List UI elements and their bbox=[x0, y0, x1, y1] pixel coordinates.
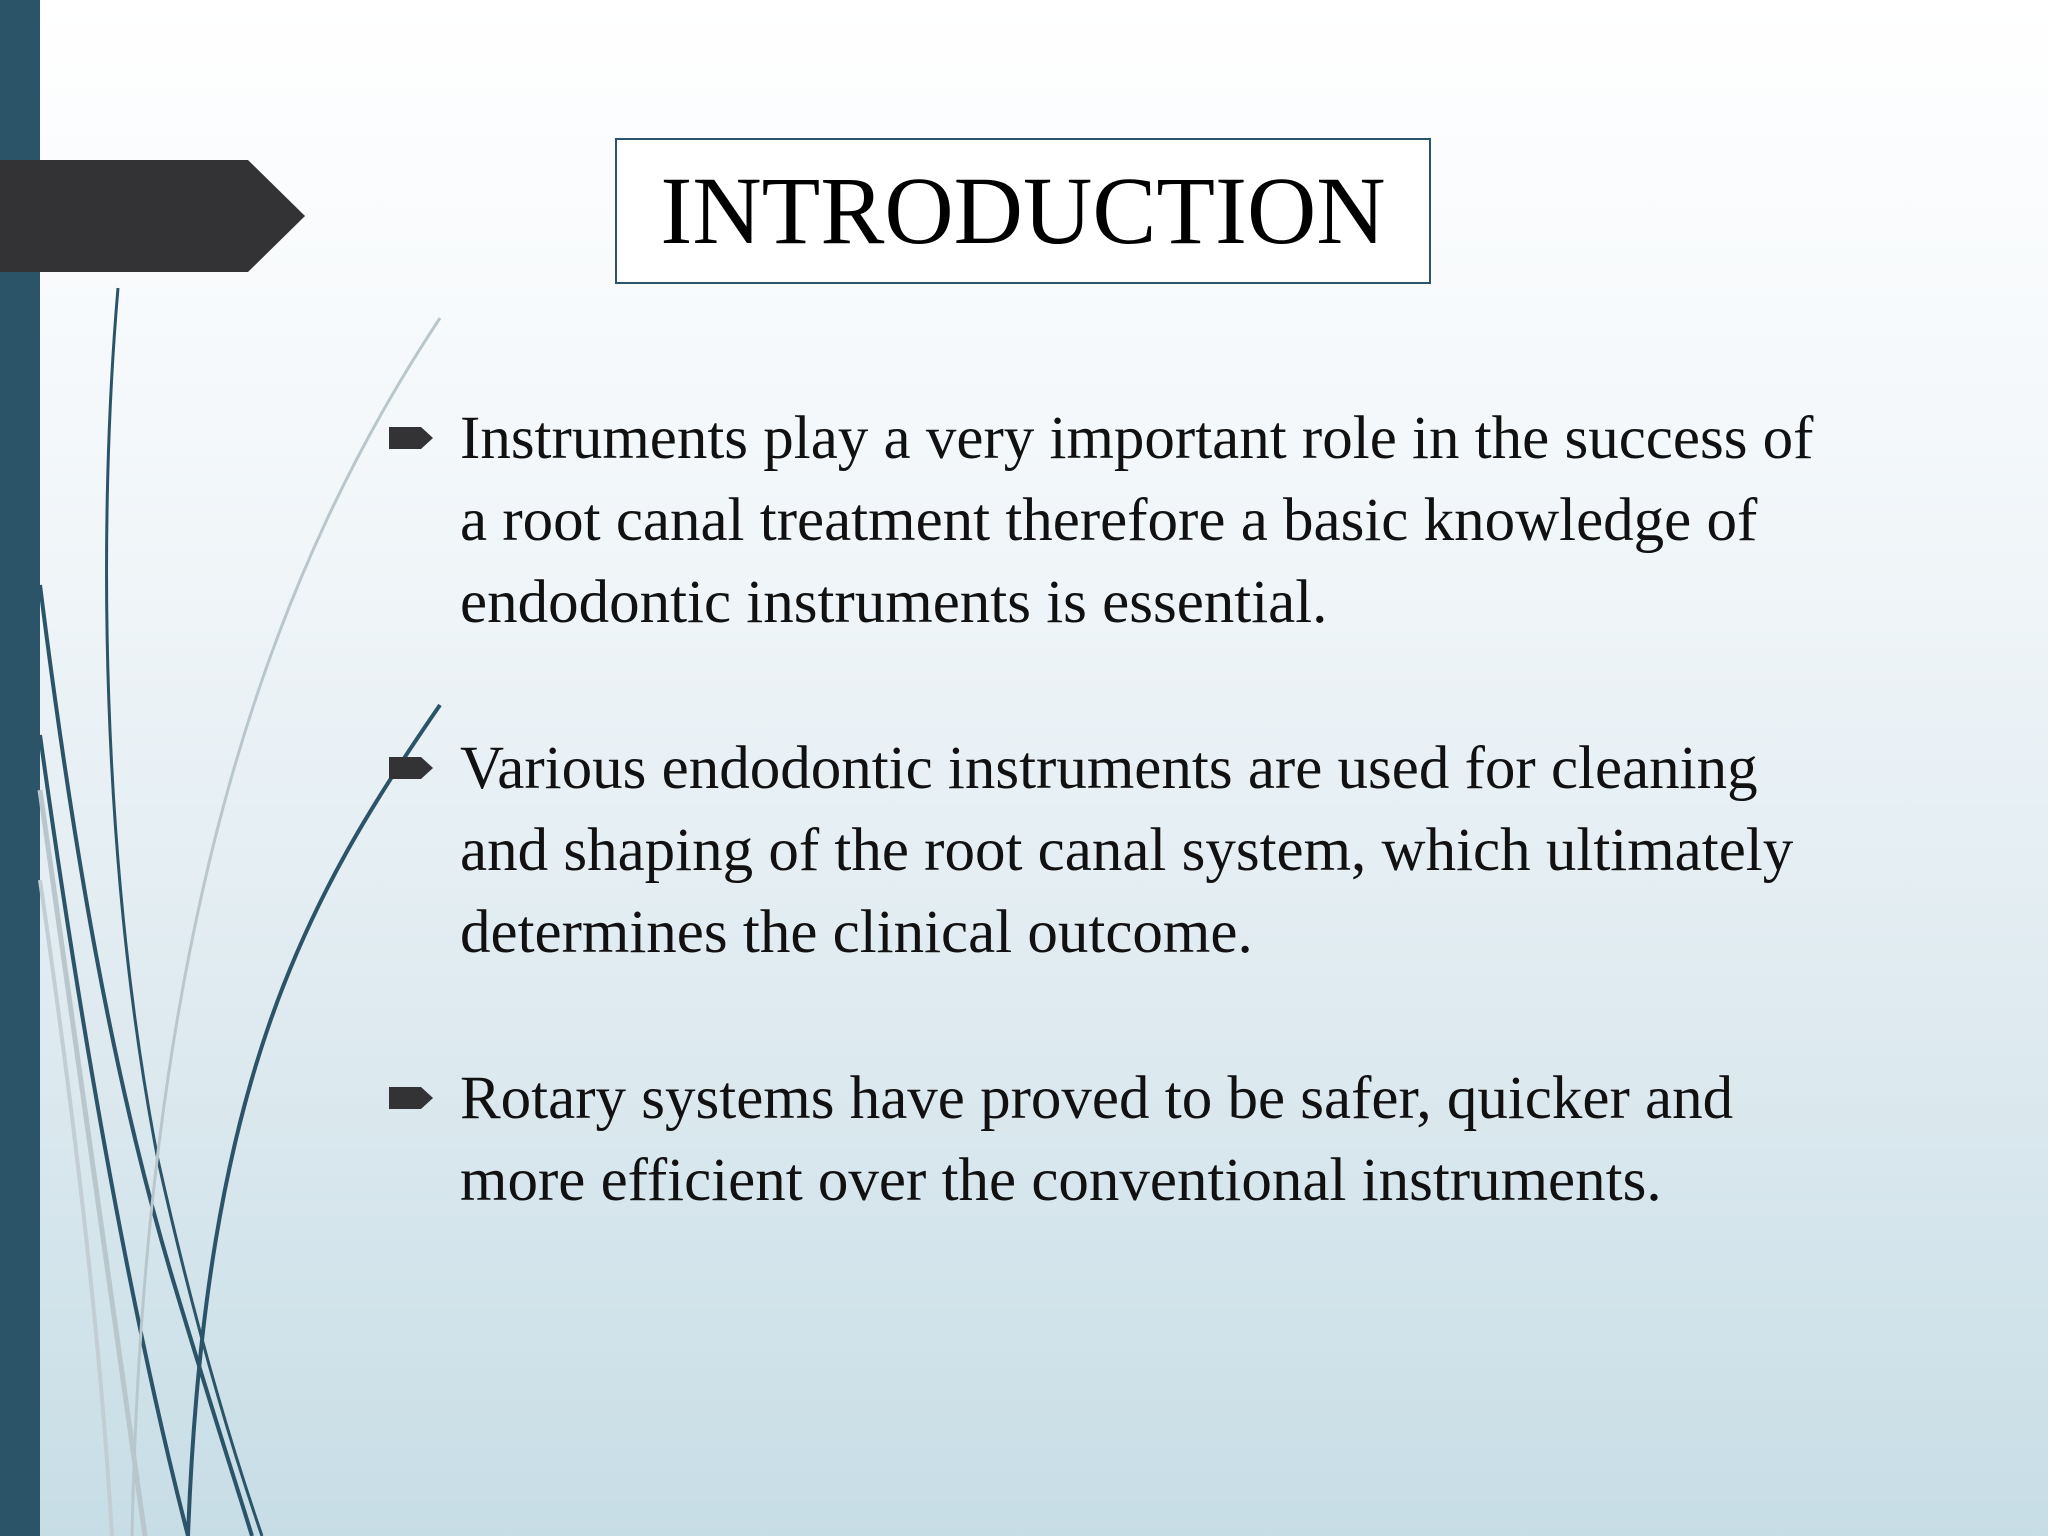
arrow-right-icon bbox=[388, 1085, 434, 1111]
bullet-list bbox=[388, 398, 1828, 1222]
bullet-item-3 bbox=[388, 1058, 1828, 1222]
title-tab-shape bbox=[0, 160, 305, 272]
title-box bbox=[615, 138, 1431, 284]
decorative-curve-6 bbox=[40, 790, 145, 1536]
bullet-text-1: Instruments play a very important role in the success of a root canal treatment therefore a basic knowledge of endodontic instruments is essential. bbox=[460, 405, 1814, 636]
arrow-right-icon bbox=[388, 425, 434, 451]
bullet-item-1 bbox=[388, 398, 1828, 644]
bullet-text-2: Various endodontic instruments are used for cleaning and shaping of the root canal system, which ultimately determines the clinical outcome. bbox=[460, 735, 1794, 966]
bullet-text-3: Rotary systems have proved to be safer, quicker and more efficient over the conventional instruments. bbox=[460, 1065, 1734, 1214]
decorative-curve-4 bbox=[40, 735, 188, 1536]
arrow-right-icon bbox=[388, 755, 434, 781]
decorative-curve-2 bbox=[40, 585, 252, 1536]
bullet-item-2 bbox=[388, 728, 1828, 974]
decorative-curve-1 bbox=[107, 288, 262, 1536]
slide-title: INTRODUCTION bbox=[660, 157, 1386, 264]
